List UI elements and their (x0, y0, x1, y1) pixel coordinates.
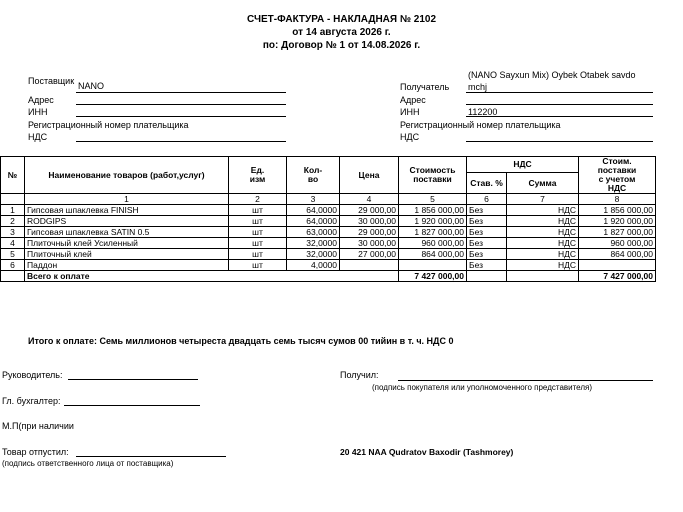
cell-qty: 4,0000 (287, 260, 340, 271)
cell-cost: 1 827 000,00 (399, 227, 467, 238)
cell-cost: 960 000,00 (399, 238, 467, 249)
recipient-inn-label: ИНН (400, 107, 420, 117)
received-sign-line (398, 380, 653, 381)
document-title: СЧЕТ-ФАКТУРА - НАКЛАДНАЯ № 2102 (246, 14, 437, 25)
table-row (1, 205, 656, 216)
cell-qty: 64,0000 (287, 205, 340, 216)
cell-price: 29 000,00 (340, 205, 399, 216)
total-label: Всего к оплате (25, 271, 399, 282)
cell-vat: НДС (507, 205, 579, 216)
recipient-name-line1: (NANO Sayxun Mix) Oybek Otabek savdo (468, 70, 636, 80)
cell-name: Плиточный клей (25, 249, 229, 260)
cell-qty: 32,0000 (287, 249, 340, 260)
cell-unit: шт (229, 260, 287, 271)
header-total: Стоим. поставки с учетом НДС (579, 157, 656, 194)
supplier-label: Поставщик (28, 76, 75, 86)
recipient-inn: 112200 (468, 107, 498, 117)
document-contract: по: Договор № 1 от 14.08.2026 г. (262, 40, 421, 51)
cell-rate: Без (467, 216, 507, 227)
col-number: 6 (467, 194, 507, 205)
supplier-name: NANO (78, 81, 105, 91)
table-row (1, 238, 656, 249)
cell-name: Плиточный клей Усиленный (25, 238, 229, 249)
table-row (1, 260, 656, 271)
cell-name: Гипсовая шпаклевка FINISH (25, 205, 229, 216)
cell-no: 3 (1, 227, 25, 238)
recipient-inn-line (466, 116, 653, 117)
supplier-address-line (76, 104, 286, 105)
cell-vat: НДС (507, 227, 579, 238)
released-label: Товар отпустил: (2, 447, 69, 457)
col-number: 2 (229, 194, 287, 205)
cell-price: 30 000,00 (340, 216, 399, 227)
header-vat-rate: Став. % (467, 173, 507, 194)
table-row (1, 216, 656, 227)
supplier-vat-line (76, 141, 286, 142)
cell-rate: Без (467, 249, 507, 260)
cell-name: Паддон (25, 260, 229, 271)
cell-unit: шт (229, 238, 287, 249)
recipient-label: Получатель (400, 82, 450, 92)
col-number (1, 194, 25, 205)
cell-qty: 64,0000 (287, 216, 340, 227)
recipient-address-line (466, 104, 653, 105)
cell-total: 960 000,00 (579, 238, 656, 249)
cell-no: 1 (1, 205, 25, 216)
table-row (1, 227, 656, 238)
cell-unit: шт (229, 249, 287, 260)
total-cost: 7 427 000,00 (399, 271, 467, 282)
cell-rate: Без (467, 238, 507, 249)
cell-price (340, 260, 399, 271)
recipient-name-line2: mchj (468, 82, 488, 92)
cell-no: 2 (1, 216, 25, 227)
cell-cost: 1 920 000,00 (399, 216, 467, 227)
cell-total: 1 827 000,00 (579, 227, 656, 238)
received-note: (подпись покупателя или уполномоченного представителя) (372, 383, 593, 392)
cell-rate: Без (467, 260, 507, 271)
cell-qty: 32,0000 (287, 238, 340, 249)
col-number: 4 (340, 194, 399, 205)
col-number: 5 (399, 194, 467, 205)
cell-rate: Без (467, 227, 507, 238)
recipient-vat-label: НДС (400, 132, 420, 142)
cell-vat: НДС (507, 260, 579, 271)
recipient-name-line (466, 92, 653, 93)
supplier-inn-line (76, 116, 286, 117)
cell-unit: шт (229, 216, 287, 227)
cell-price: 29 000,00 (340, 227, 399, 238)
supplier-name-line (76, 92, 286, 93)
cell-vat: НДС (507, 249, 579, 260)
cell-unit: шт (229, 227, 287, 238)
released-sign-line (76, 456, 226, 457)
table-total-row (1, 271, 656, 282)
cell-name: RODGIPS (25, 216, 229, 227)
table-column-numbers (1, 194, 656, 205)
accountant-label: Гл. бухгалтер: (2, 396, 61, 406)
recipient-address-label: Адрес (400, 95, 426, 105)
table-header-row (1, 157, 656, 173)
supplier-address-label: Адрес (28, 95, 54, 105)
col-number: 3 (287, 194, 340, 205)
supplier-inn-label: ИНН (28, 107, 48, 117)
header-name: Наименование товаров (работ,услуг) (25, 157, 229, 194)
invoice-table (0, 156, 656, 282)
cell-no: 5 (1, 249, 25, 260)
cell-name: Гипсовая шпаклевка SATIN 0.5 (25, 227, 229, 238)
document-date: от 14 августа 2026 г. (292, 27, 391, 38)
cell-no: 4 (1, 238, 25, 249)
cell-vat: НДС (507, 238, 579, 249)
header-vat: НДС (467, 157, 579, 173)
supplier-vat-label: НДС (28, 132, 48, 142)
col-number: 8 (579, 194, 656, 205)
cell-no: 6 (1, 260, 25, 271)
cell-total: 864 000,00 (579, 249, 656, 260)
stamp-label: М.П(при наличии (2, 421, 74, 431)
cell-vat: НДС (507, 216, 579, 227)
header-price: Цена (340, 157, 399, 194)
cell-total: 1 920 000,00 (579, 216, 656, 227)
recipient-vat-line (466, 141, 653, 142)
header-no: № (1, 157, 25, 194)
header-cost: Стоимость поставки (399, 157, 467, 194)
cell-qty: 63,0000 (287, 227, 340, 238)
col-number: 1 (25, 194, 229, 205)
cell-total: 1 856 000,00 (579, 205, 656, 216)
cell-unit: шт (229, 205, 287, 216)
cell-total (579, 260, 656, 271)
table-row (1, 249, 656, 260)
cell-cost (399, 260, 467, 271)
receiver-name: 20 421 NAA Qudratov Baxodir (Tashmorey) (340, 447, 514, 457)
received-label: Получил: (340, 370, 379, 380)
col-number: 7 (507, 194, 579, 205)
cell-price: 27 000,00 (340, 249, 399, 260)
cell-cost: 864 000,00 (399, 249, 467, 260)
total-with-vat: 7 427 000,00 (579, 271, 656, 282)
cell-price: 30 000,00 (340, 238, 399, 249)
cell-cost: 1 856 000,00 (399, 205, 467, 216)
cell-rate: Без (467, 205, 507, 216)
released-note: (подпись ответственного лица от поставщика) (2, 459, 174, 468)
payment-summary: Итого к оплате: Семь миллионов четыреста двадцать семь тысяч сумов 00 тийин в т. ч. НДС 0 (28, 336, 454, 346)
accountant-sign-line (64, 405, 200, 406)
director-label: Руководитель: (2, 370, 63, 380)
director-sign-line (68, 379, 198, 380)
header-vat-sum: Сумма (507, 173, 579, 194)
supplier-reg-label: Регистрационный номер плательщика (28, 120, 189, 130)
header-qty: Кол- во (287, 157, 340, 194)
recipient-reg-label: Регистрационный номер плательщика (400, 120, 561, 130)
header-unit: Ед. изм (229, 157, 287, 194)
